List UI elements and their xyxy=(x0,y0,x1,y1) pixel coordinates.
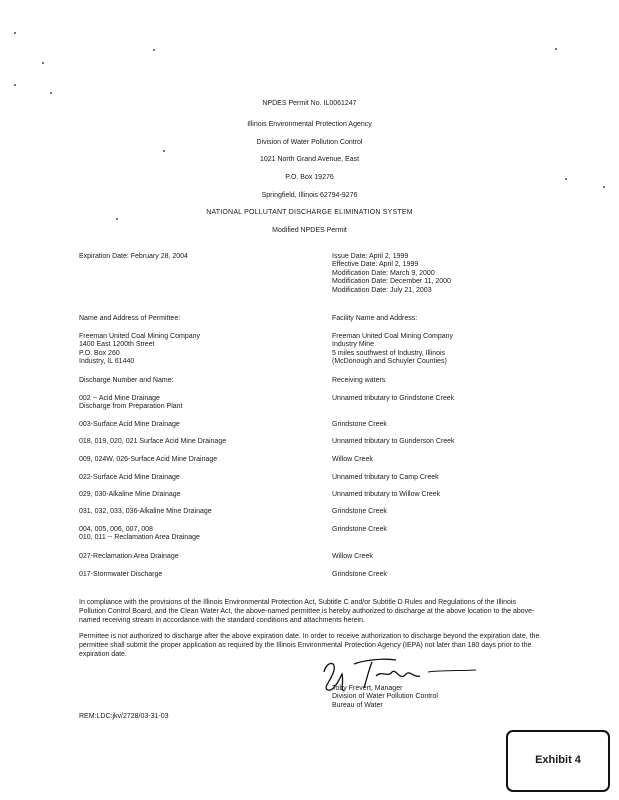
modification-date: Modification Date: December 11, 2000 xyxy=(332,278,451,286)
scan-speck xyxy=(603,186,605,188)
address-line: (McDonough and Schuyler Counties) xyxy=(332,358,447,366)
receiving-water: Unnamed tributary to Willow Creek xyxy=(332,491,441,498)
modification-date: Modification Date: March 9, 2000 xyxy=(332,269,435,277)
scan-speck xyxy=(14,84,16,86)
system-title: NATIONAL POLLUTANT DISCHARGE ELIMINATION SYSTEM xyxy=(206,209,413,216)
effective-date: Effective Date: April 2, 1999 xyxy=(332,261,419,269)
address-line: Industry, IL 61440 xyxy=(79,358,135,366)
street-address: 1021 North Grand Avenue, East xyxy=(259,156,360,163)
facility-heading: Facility Name and Address: xyxy=(332,315,418,322)
discharge-name: 018, 019, 020, 021 Surface Acid Mine Drainage xyxy=(79,438,227,445)
signatory-name: Toby Frevert, Manager xyxy=(332,685,403,692)
scan-speck xyxy=(163,150,165,152)
scan-speck xyxy=(14,32,16,34)
discharge-name: 002 -- Acid Mine Drainage xyxy=(79,395,160,402)
agency-name: Illinois Environmental Protection Agency xyxy=(247,121,372,128)
discharge-heading: Discharge Number and Name: xyxy=(79,377,174,384)
scan-speck xyxy=(116,218,118,220)
receiving-water: Grindstone Creek xyxy=(332,421,387,428)
po-box: P.O. Box 19276 xyxy=(285,174,334,181)
discharge-name: 009, 024W, 026-Surface Acid Mine Drainage xyxy=(79,456,218,463)
scan-speck xyxy=(153,49,155,51)
facility-address xyxy=(332,333,453,367)
receiving-water: Grindstone Creek xyxy=(332,508,387,515)
receiving-water: Willow Creek xyxy=(332,456,373,463)
receiving-water: Unnamed tributary to Camp Creek xyxy=(332,474,439,481)
discharge-name: Discharge from Preparation Plant xyxy=(79,403,183,411)
scan-speck xyxy=(50,92,52,94)
scan-speck xyxy=(42,62,44,64)
discharge-name: 004, 005, 006, 007, 008 xyxy=(79,526,153,533)
discharge-name: 029, 030-Alkaline Mine Drainage xyxy=(79,491,181,498)
receiving-waters-heading: Receiving waters xyxy=(332,377,386,384)
discharge-row xyxy=(79,395,183,412)
discharge-name: 027-Reclamation Area Drainage xyxy=(79,553,179,560)
date-block xyxy=(332,253,451,295)
discharge-name: 022-Surface Acid Mine Drainage xyxy=(79,474,180,481)
address-line: Freeman United Coal Mining Company xyxy=(79,333,200,340)
issue-date: Issue Date: April 2, 1999 xyxy=(332,253,409,260)
receiving-water: Unnamed tributary to Grindstone Creek xyxy=(332,395,455,402)
receiving-water: Grindstone Creek xyxy=(332,571,387,578)
address-line: Industry Mine xyxy=(332,341,375,349)
exhibit-label: Exhibit 4 xyxy=(535,754,581,767)
address-line: 5 miles southwest of Industry, Illinois xyxy=(332,349,446,357)
discharge-name: 017-Stormwater Discharge xyxy=(79,571,163,578)
receiving-water: Grindstone Creek xyxy=(332,526,387,533)
receiving-water: Willow Creek xyxy=(332,553,373,560)
discharge-name: 031, 032, 033, 036-Alkaline Mine Drainage xyxy=(79,508,212,515)
permittee-address xyxy=(79,333,200,367)
address-line: P.O. Box 260 xyxy=(79,349,120,357)
compliance-paragraph: In compliance with the provisions of the Illinois Environmental Protection Act, Subtitle C and/or Subtitle D Rules and Regulations of the Illinois Pollution Control Board, and the Clean Water Act, the above-named permittee is hereby authorized to discharge at the above location to the above-named receiving stream in accordance with the standard conditions and attachments herein. xyxy=(79,599,535,624)
address-line: 1400 East 1200th Street xyxy=(79,341,155,349)
permit-type: Modified NPDES Permit xyxy=(272,227,347,234)
exhibit-sticker xyxy=(506,730,610,792)
signatory-block xyxy=(332,685,438,710)
expiration-date: Expiration Date: February 28, 2004 xyxy=(79,253,188,260)
receiving-water: Unnamed tributary to Gunderson Creek xyxy=(332,438,455,445)
division-name: Division of Water Pollution Control xyxy=(256,139,363,146)
permit-number: NPDES Permit No. IL0061247 xyxy=(262,100,357,107)
signatory-bureau: Bureau of Water xyxy=(332,701,383,709)
discharge-name: 003-Surface Acid Mine Drainage xyxy=(79,421,180,428)
file-reference: REM:LDC:jkv/2728/03-31-03 xyxy=(79,713,169,720)
discharge-row xyxy=(79,526,200,543)
permittee-heading: Name and Address of Permittee: xyxy=(79,315,181,322)
discharge-name: 010, 011 -- Reclamation Area Drainage xyxy=(79,534,200,542)
scan-speck xyxy=(555,48,557,50)
signatory-division: Division of Water Pollution Control xyxy=(332,693,438,701)
expiration-paragraph: Permittee is not authorized to discharge after the above expiration date. In order to receive authorization to discharge beyond the expiration date, the permittee shall submit the proper application as required by the Illinois Environmental Protection Agency (IEPA) not later than 180 days prior to the expiration date. xyxy=(79,633,540,658)
address-line: Freeman United Coal Mining Company xyxy=(332,333,453,340)
city-state-zip: Springfield, Illinois 62794-9276 xyxy=(261,192,358,199)
modification-date: Modification Date: July 21, 2003 xyxy=(332,286,432,294)
